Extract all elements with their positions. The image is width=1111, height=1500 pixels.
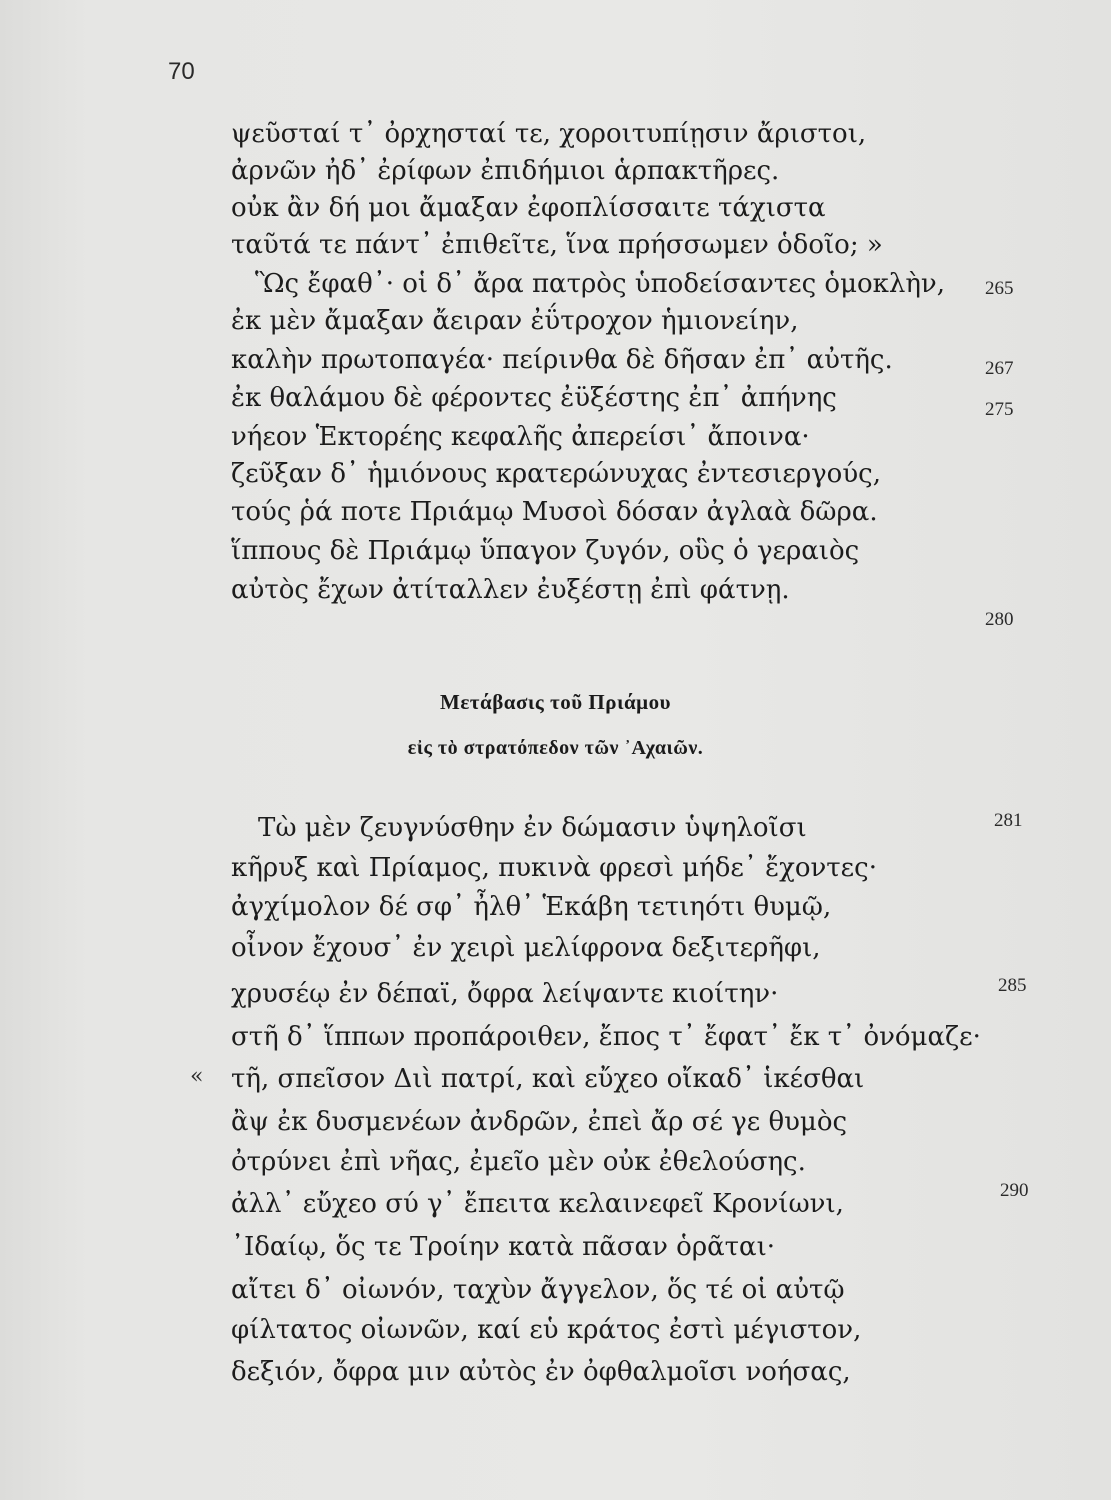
line-number: 267 [985, 358, 1014, 379]
verse-line: ἐκ μὲν ἄμαξαν ἄειραν ἐΰτροχον ἡμιονείην, [231, 306, 799, 336]
verse-line: ταῦτά τε πάντ᾽ ἐπιθεῖτε, ἵνα πρήσσωμεν ὁδοῖο; » [231, 230, 883, 260]
verse-line: οἶνον ἔχουσ᾽ ἐν χειρὶ μελίφρονα δεξιτερῆφι, [231, 933, 821, 963]
opening-quote-mark: « [190, 1064, 204, 1089]
section-heading-line2: εἰς τὸ στρατόπεδον τῶν ᾽Αχαιῶν. [407, 737, 704, 759]
verse-line: ἐκ θαλάμου δὲ φέροντες ἐϋξέστης ἐπ᾽ ἀπήνης [231, 383, 837, 413]
line-number: 280 [985, 609, 1014, 630]
verse-line: αἴτει δ᾽ οἰωνόν, ταχὺν ἄγγελον, ὅς τέ οἱ αὐτῷ [231, 1275, 845, 1305]
verse-line: ἀγχίμολον δέ σφ᾽ ἦλθ᾽ Ἑκάβη τετιηότι θυμῷ, [231, 892, 832, 922]
line-number: 281 [994, 810, 1023, 831]
verse-line: νήεον Ἑκτορέης κεφαλῆς ἀπερείσι᾽ ἄποινα· [231, 422, 810, 452]
verse-line: ὀτρύνει ἐπὶ νῆας, ἐμεῖο μὲν οὐκ ἐθελούσης. [231, 1147, 806, 1177]
verse-line: ἂψ ἐκ δυσμενέων ἀνδρῶν, ἐπεὶ ἄρ σέ γε θυμὸς [231, 1107, 848, 1137]
line-number: 265 [985, 278, 1014, 299]
verse-line: ᾽Ιδαίῳ, ὅς τε Τροίην κατὰ πᾶσαν ὁρᾶται· [231, 1232, 776, 1262]
verse-line: τούς ῥά ποτε Πριάμῳ Μυσοὶ δόσαν ἀγλαὰ δῶρα. [231, 497, 878, 527]
verse-line: κῆρυξ καὶ Πρίαμος, πυκινὰ φρεσὶ μήδε᾽ ἔχοντες· [231, 853, 877, 883]
verse-line: φίλτατος οἰωνῶν, καί εὑ κράτος ἐστὶ μέγιστον, [231, 1315, 862, 1345]
verse-line: καλὴν πρωτοπαγέα· πείρινθα δὲ δῆσαν ἐπ᾽ αὐτῆς. [231, 345, 893, 375]
verse-line: χρυσέῳ ἐν δέπαϊ, ὄφρα λείψαντε κιοίτην· [231, 979, 779, 1009]
verse-line: ζεῦξαν δ᾽ ἡμιόνους κρατερώνυχας ἐντεσιεργούς, [231, 459, 881, 489]
verse-line: τῆ, σπεῖσον Διὶ πατρί, καὶ εὔχεο οἴκαδ᾽ ἱκέσθαι [231, 1064, 865, 1094]
line-number: 290 [1000, 1180, 1029, 1201]
verse-line: αὐτὸς ἔχων ἀτίταλλεν ἐυξέστῃ ἐπὶ φάτνῃ. [231, 575, 790, 605]
section-heading-line1: Μετάβασις τοῦ Πριάμου [440, 690, 671, 714]
verse-line: Ὣς ἔφαθ᾽· οἱ δ᾽ ἄρα πατρὸς ὑποδείσαντες ὁμοκλὴν, [255, 269, 946, 299]
line-number: 275 [985, 399, 1014, 420]
verse-line: στῆ δ᾽ ἵππων προπάροιθεν, ἔπος τ᾽ ἔφατ᾽ ἔκ τ᾽ ὀνόμαζε· [231, 1022, 981, 1052]
verse-line: ψεῦσταί τ᾽ ὀρχησταί τε, χοροιτυπίῃσιν ἄριστοι, [231, 119, 867, 149]
verse-line: ἀλλ᾽ εὔχεο σύ γ᾽ ἔπειτα κελαινεφεῖ Κρονίωνι, [231, 1189, 844, 1219]
verse-line: οὐκ ἂν δή μοι ἄμαξαν ἐφοπλίσσαιτε τάχιστα [231, 193, 826, 223]
verse-line: Τὼ μὲν ζευγνύσθην ἐν δώμασιν ὑψηλοῖσι [258, 813, 807, 843]
line-number: 285 [998, 975, 1027, 996]
verse-line: ἀρνῶν ἠδ᾽ ἐρίφων ἐπιδήμιοι ἁρπακτῆρες. [231, 156, 780, 186]
verse-line: δεξιόν, ὄφρα μιν αὐτὸς ἐν ὀφθαλμοῖσι νοήσας, [231, 1357, 851, 1387]
verse-line: ἵππους δὲ Πριάμῳ ὕπαγον ζυγόν, οὓς ὁ γεραιὸς [231, 536, 860, 566]
page-number: 70 [168, 58, 195, 85]
